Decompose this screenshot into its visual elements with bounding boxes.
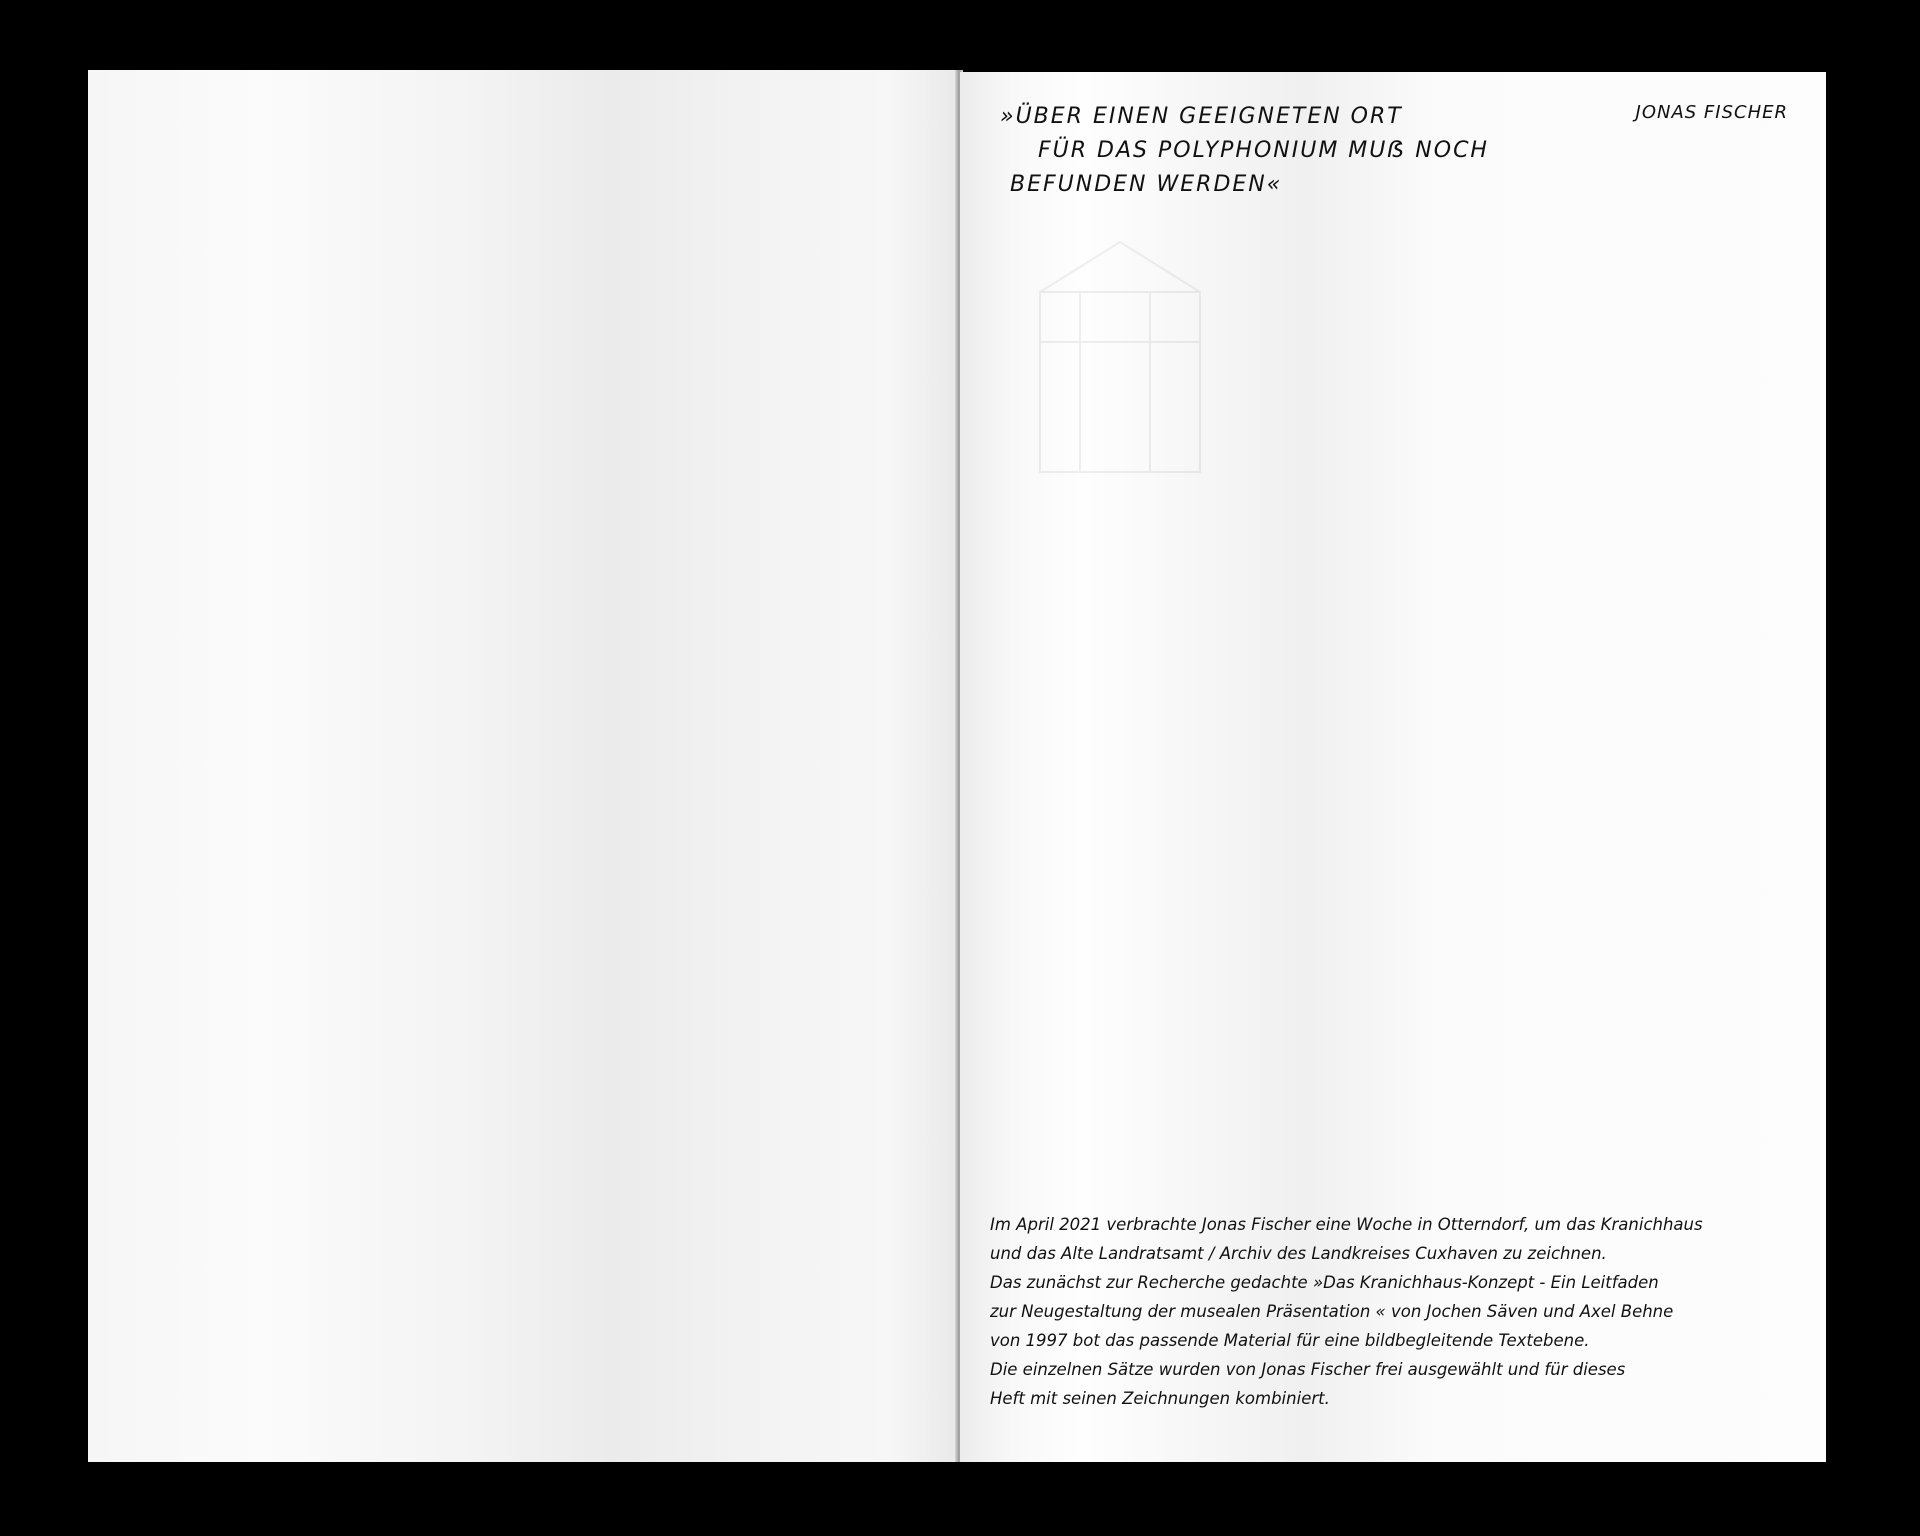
handwritten-body-text [990, 1210, 1810, 1413]
body-line-5: von 1997 bot das passende Material für eine bildbegleitende Textebene. [990, 1331, 1590, 1350]
right-page [960, 72, 1826, 1462]
quote-line-3: BEFUNDEN WERDEN« [1010, 172, 1283, 197]
author-name: JONAS FISCHER [1635, 102, 1788, 123]
left-page-blank [88, 70, 958, 1462]
body-line-6: Die einzelnen Sätze wurden von Jonas Fischer frei ausgewählt und für dieses [990, 1360, 1626, 1379]
body-line-4: zur Neugestaltung der musealen Präsentation « von Jochen Säven und Axel Behne [990, 1302, 1674, 1321]
quote-line-1: »ÜBER EINEN GEEIGNETEN ORT [1000, 104, 1403, 129]
handwritten-quote [1000, 100, 1489, 202]
quote-line-2: FÜR DAS POLYPHONIUM MUẞ NOCH [1038, 138, 1489, 163]
body-line-1: Im April 2021 verbrachte Jonas Fischer eine Woche in Otterndorf, um das Kranichhaus [990, 1215, 1703, 1234]
body-line-2: und das Alte Landratsamt / Archiv des Landkreises Cuxhaven zu zeichnen. [990, 1244, 1607, 1263]
show-through-sketch [1020, 232, 1220, 492]
body-line-3: Das zunächst zur Recherche gedachte »Das Kranichhaus-Konzept - Ein Leitfaden [990, 1273, 1659, 1292]
body-line-7: Heft mit seinen Zeichnungen kombiniert. [990, 1389, 1330, 1408]
